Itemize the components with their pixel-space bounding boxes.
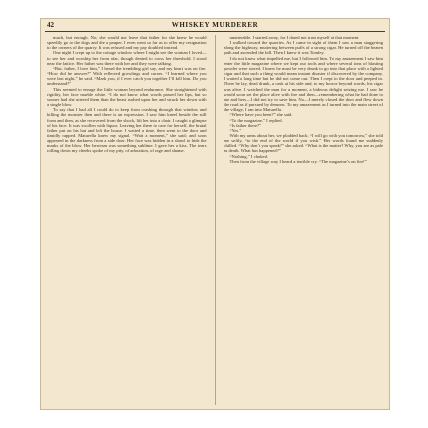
paragraph: much, but enough. No; she would not leave that father for she knew he would speedily go to the dogs and die a pauper. I even went so far as to offer my resignation to the owners of the quarry. It was refused and my pay doubled instead. xyxy=(47,35,207,51)
header-rule xyxy=(45,31,385,32)
paragraph: I do not know what impelled me, but I followed him. To my amazement I saw him enter the little magazine where we kept our tools and where several tons of blasting powder were stored. I knew he must be very drunk to go into that place with a lighted cigar and that such a thing would mean instant disaster if discovered by the company. I waited a long time but he did not come out. Then I crept to the door and peeped in. There he lay, dead drunk, a cask at his side and, to my horror beyond words, his cigar was alive. I watched the man for a moment, a hideous delight seizing me. I saw he would soon set the place alive with fire and then—remembering what he had done to me and hers—I did not try to save him. No—I merely closed the door and flew down the road as if pursued by demons. To my amazement as I turned into the main street of the village, I ran into Maturella. xyxy=(223,55,383,113)
page-number: 42 xyxy=(47,21,54,29)
column-divider xyxy=(215,35,216,405)
page-header xyxy=(41,19,389,33)
paragraph: To say that I had all I could do to keep from crashing through that window and killing the monster then and there is an expression. I saw him kneel beside the still form and then, as she recovered from the shock, lift her into a chair. I caught a glimpse of his face. It was swollen with liquor. Leaving her there to care for herself, the brutal father put on his hat and left the house. I waited a time, then went to the door and timidly rapped. Maturella knew my signal. “Wait a moment,” she said; and soon appeared in the darkness from a side door. Her face was hidden in a shawl to hide the marks of the blow. Her heroism was something sublime. I gave her a kiss. The tears rolling down my cheeks spoke of my pity, of adoration, of rage and shame. xyxy=(47,107,207,154)
paragraph: “But, father, I love him,” I heard the trembling girl say, and my heart was on fire. “How did he answer?” With reflected growlings and curses. “I learned where you were last night,” he said. “Mark you, if I ever catch you together I’ll kill him. Do you understand?” xyxy=(47,65,207,87)
paragraph: Then from the village way I heard a terrible cry. “The magazine’s on fire!” xyxy=(229,158,367,164)
running-title: WHISKEY MURDERER xyxy=(171,21,259,29)
left-column xyxy=(47,35,207,405)
paragraph: I walked toward the quarries. As I came in sight of them I saw a man staggering along the highway, muttering between puffs of a strong cigar. He turned off the beaten path and ascended the hill. Then I knew it was Tomley. xyxy=(223,40,383,56)
right-column xyxy=(224,35,384,405)
paragraph: “Is father there?” xyxy=(229,122,262,128)
paragraph: With my arms about her, we plodded back. “I will go with you tomorrow,” she told me softly, “to the end of the world if you wish.” Her words found me suddenly chilled. “Why don’t you speak?” she asked. “What is the matter? Why, you are as pale as death. What has happened?” xyxy=(223,132,383,154)
paragraph: “Nothing,” I choked. xyxy=(229,153,269,159)
paragraph: “Where have you been?” she said. xyxy=(229,112,293,118)
paragraph: One night I crept up to the cottage window where I might see the woman I loved—to see her and worship her from afar, though denied to cross her threshold. I stood near the lattice. Her father was there with her and they were talking. xyxy=(47,50,207,66)
paragraph: This seemed to enrage the little woman beyond endurance. She straightened with rigidity, her face marble white. “I do not know what words passed her lips, but so sooner had she uttered them than the beast rushed upon her and struck her down with a single blow. xyxy=(47,86,207,108)
paragraph: unutterable. I started away, for I dared not trust myself at that moment. xyxy=(229,35,360,40)
paragraph: “To the magazine,” I replied. xyxy=(229,117,283,123)
magazine-page xyxy=(40,18,390,410)
text-columns xyxy=(47,35,383,405)
paragraph: “Yes.” xyxy=(229,127,242,133)
